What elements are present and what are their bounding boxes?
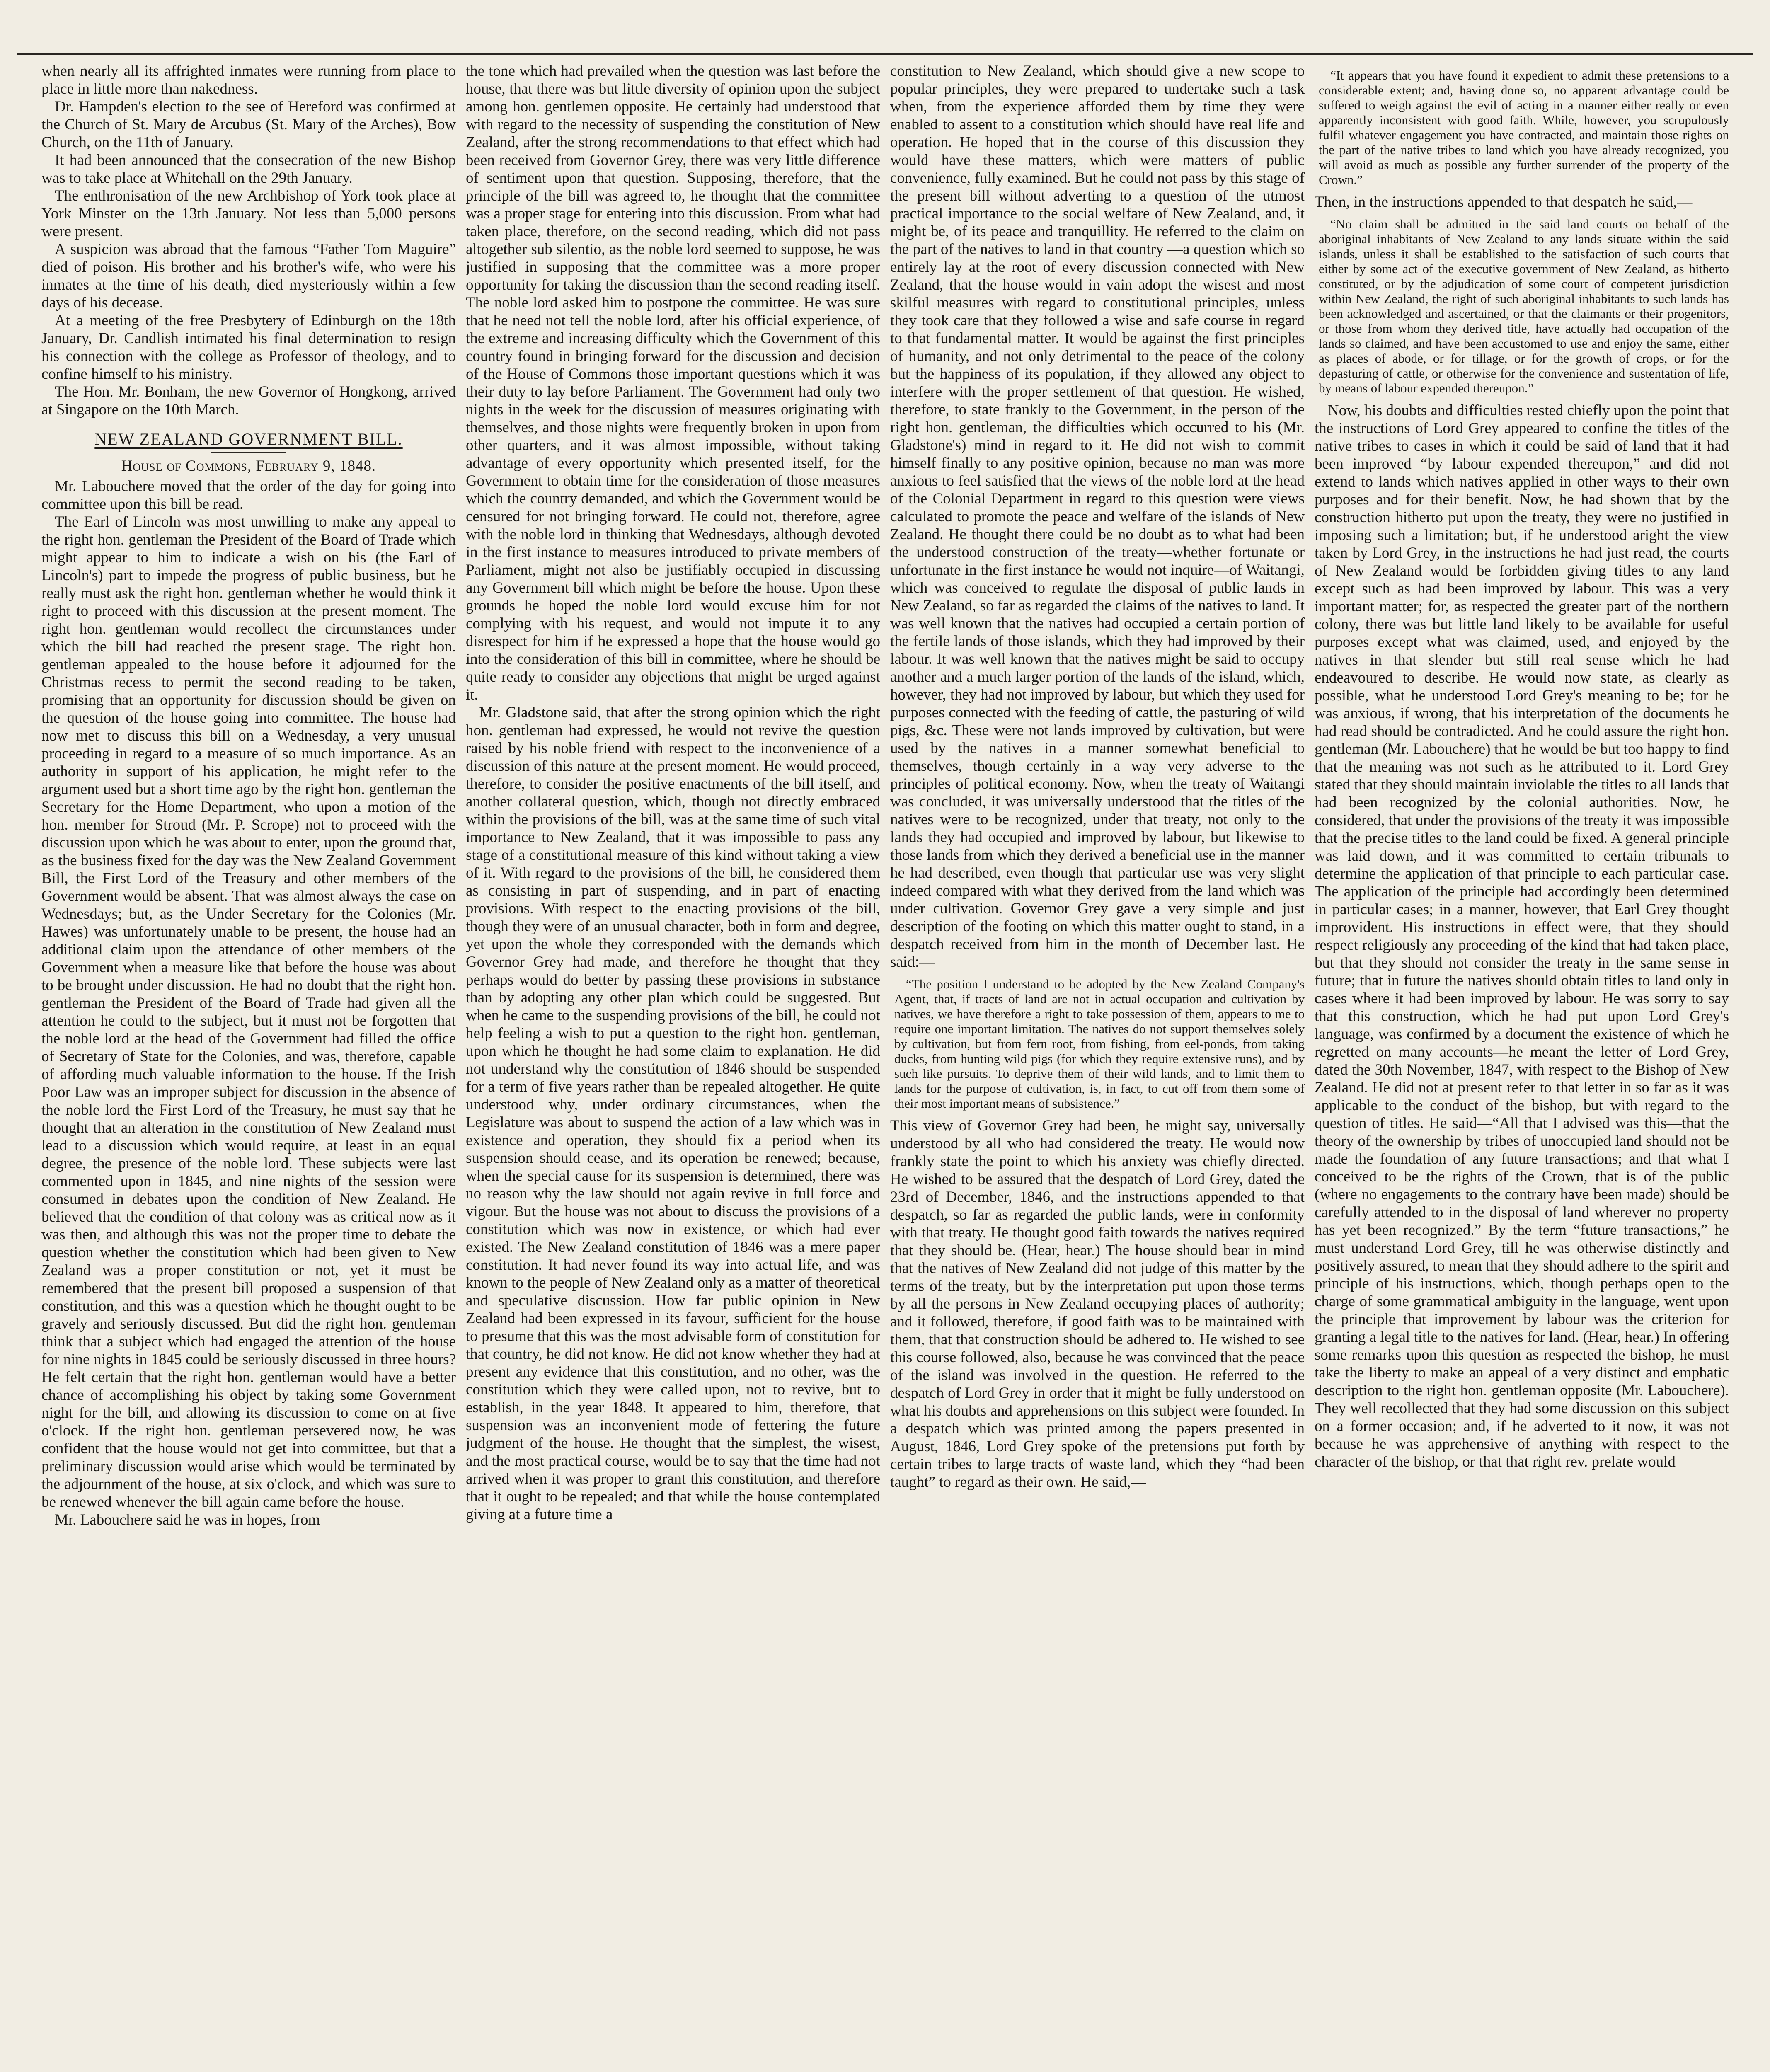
section-rule [211,452,286,453]
dateline: House of Commons, February 9, 1848. [121,457,376,474]
paragraph: Then, in the instructions appended to that despatch he said,— [1315,194,1693,211]
paragraph: The Earl of Lincoln was most unwilling to make any appeal to the right hon. gentleman the President of the Board of Trade which might appear to him to indicate a wish on his (the Earl of Lincoln's) part to impede the progress of public business, but he really must ask the right hon. gentleman whether he would think it right to proceed with this discussion at the present moment. The right hon. gentleman would recollect the circumstances under which the bill had reached the present stage. The right hon. gentleman appealed to the house before it adjourned for the Christmas recess to permit the second reading to be taken, promising that an opportunity for discussion should be given on the question of the house going into committee. The house had now met to discuss this bill on a Wednesday, a very unusual proceeding in regard to a measure of so much importance. As an authority in support of his application, he might refer to the argument used but a short time ago by the right hon. gentleman the Secretary for the Home Department, who upon a motion of the hon. member for Stroud (Mr. P. Scrope) not to proceed with the discussion upon which he was about to enter, upon the ground that, as the business fixed for the day was the New Zealand Government Bill, the First Lord of the Treasury and other members of the Government would be absent. That was almost always the case on Wednesdays; but, as the Under Secretary for the Colonies (Mr. Hawes) was unfortunately unable to be present, the house had an additional claim upon the attendance of other members of the Government when a measure like that before the house was about to be brought under discussion. He had no doubt that the right hon. gentleman the President of the Board of Trade had given all the attention he could to the subject, but it must not be forgotten that the noble lord at the head of the Government had filled the office of Secretary of State for the Colonies, and was, therefore, capable of affording much valuable information to the house. If the Irish Poor Law was an improper subject for discussion in the absence of the noble lord the First Lord of the Treasury, he must say that he thought that an alteration in the constitution of New Zealand must lead to a discussion which would require, at least in an equal degree, the presence of the noble lord. These subjects were last commented upon in 1845, and nine nights of the session were consumed in debates upon the condition of New Zealand. He believed that the condition of that colony was as critical now as it was then, and although this was not the proper time to debate the question whether the constitution which had been given to New Zealand was a proper constitution or not, yet it must be remembered that the present bill proposed a suspension of that constitution, and this was a question which he thought ought to be gravely and seriously discussed. But did the right hon. gentleman think that a subject which had engaged the attention of the house for nine nights in 1845 could be seriously discussed in three hours? He felt certain that the right hon. gentleman would have a better chance of accomplishing his object by taking some Government night for the bill, and allowing its discussion to come on at five o'clock. If the right hon. gentleman persevered now, he was confident that the house would not get into committee, but that a preliminary discussion would arise which would be terminated by the adjournment of the house, at six o'clock, and which was sure to be renewed whenever the bill again came before the house. [41,513,456,1510]
column-3 [890,62,1305,2072]
paragraph: Mr. Labouchere moved that the order of the day for going into committee upon this bill be read. [41,478,456,513]
paragraph: the tone which had prevailed when the question was last before the house, that there was but little diversity of opinion upon the subject among hon. gentlemen opposite. He certainly had understood that with regard to the necessity of suspending the constitution of New Zealand, after the strong recommendations to that effect which had been received from Governor Grey, there was very little difference of sentiment upon that question. Supposing, therefore, that the principle of the bill was agreed to, he thought that the committee was a proper stage for entering into this discussion. From what had taken place, therefore, on the second reading, which did not pass altogether sub silentio, as the noble lord seemed to suppose, he was justified in supposing that the committee was a more proper opportunity for taking the discussion than the second reading itself. The noble lord asked him to postpone the committee. He was sure that he need not tell the noble lord, after his official experience, of the extreme and increasing difficulty which the Government of this country found in bringing forward for the discussion and decision of the House of Commons those important questions which it was their duty to lay before Parliament. The Government had only two nights in the week for the discussion of measures originating with themselves, and those nights were frequently broken in upon from other quarters, and it was almost impossible, without taking advantage of every opportunity which presented itself, for the Government to obtain time for the consideration of those measures which the country demanded, and which the Government would be censured for not bringing forward. He could not, therefore, agree with the noble lord in thinking that Wednesdays, although devoted in the first instance to measures introduced to private members of Parliament, might not also be justifiably occupied in discussing any Government bill which might be before the house. Upon these grounds he hoped the noble lord would excuse him for not complying with his request, and would not impute it to any disrespect for him if he expressed a hope that the house would go into the consideration of this bill in committee, where he should be quite ready to consider any objections that might be urged against it. [466,63,880,703]
paragraph: constitution to New Zealand, which should give a new scope to popular principles, they were prepared to undertake such a task when, from the experience afforded them by time they were enabled to assent to a constitution which should have real life and operation. He hoped that in the course of this discussion they would have these matters, which were matters of public convenience, fully examined. But he could not pass by this stage of the present bill without adverting to a question of the utmost practical importance to the social welfare of New Zealand, and, it might be, of its peace and tranquillity. He referred to the claim on the part of the natives to land in that country —a question which so entirely lay at the root of every discussion connected with New Zealand, that the house would in vain adopt the wisest and most skilful measures with regard to constitutional principles, unless they took care that they followed a wise and safe course in regard to that fundamental matter. It would be against the first principles of humanity, and not only detrimental to the peace of the colony but the happiness of its population, if they allowed any object to interfere with the proper settlement of that question. He wished, therefore, to state frankly to the Government, in the person of the right hon. gentleman, the difficulties which occurred to his (Mr. Gladstone's) mind in regard to it. He did not wish to commit himself finally to any positive opinion, because no man was more anxious to feel satisfied that the views of the noble lord at the head of the Colonial Department in regard to this question were views calculated to promote the peace and welfare of the islands of New Zealand. He thought there could be no doubt as to what had been the understood construction of the treaty—whether fortunate or unfortunate in the first instance he would not inquire—of Waitangi, which was conceived to regulate the disposal of public lands in New Zealand, so far as regarded the claims of the natives to land. It was well known that the natives had occupied a certain portion of the fertile lands of those islands, which they had improved by their labour. It was well known that the natives might be said to occupy another and a much larger portion of the lands of the island, which, however, they had not improved by labour, but which they used for purposes connected with the feeding of cattle, the pasturing of wild pigs, &c. These were not lands improved by cultivation, but were used by the natives in a manner somewhat beneficial to themselves, though certainly in a way very adverse to the principles of political economy. Now, when the treaty of Waitangi was concluded, it was universally understood that the titles of the natives were to be recognized, under that treaty, not only to the lands they had occupied and improved by labour, but likewise to those lands from which they derived a beneficial use in the manner he had described, even though that particular use was very slight indeed compared with what they derived from the land which was under cultivation. Governor Grey gave a very simple and just description of the footing on which this matter ought to stand, in a despatch received from him in the month of December last. He said:— [890,63,1305,971]
paragraph: At a meeting of the free Presbytery of Edinburgh on the 18th January, Dr. Candlish intimated his final determination to resign his connection with the college as Professor of theology, and to confine himself to his ministry. [41,312,456,382]
quoted-passage: “No claim shall be admitted in the said land courts on behalf of the aboriginal inhabitants of New Zealand to any lands situate within the said islands, unless it shall be established to the satisfaction of such courts that either by some act of the executive government of New Zealand, as hitherto constituted, or by the adjudication of some court of competent jurisdiction within New Zealand, the right of such aboriginal inhabitants to such lands has been acknowledged and ascertained, or that the claimants or their progenitors, or those from whom they derived title, have actually had occupation of the lands so claimed, and have been accustomed to use and enjoy the same, either as places of abode, or for tillage, or for the growth of crops, or for the depasturing of cattle, or otherwise for the convenience and sustentation of life, by means of labour expended thereupon.” [1319,217,1729,395]
paragraph: The enthronisation of the new Archbishop of York took place at York Minster on the 13th January. Not less than 5,000 persons were present. [41,187,456,240]
quoted-passage: “It appears that you have found it expedient to admit these pretensions to a considerable extent; and, having done so, no apparent advantage could be suffered to weigh against the evil of acting in a manner either really or even apparently inconsistent with good faith. While, however, you scrupulously fulfil whatever engagement you have contracted, and maintain those rights on the part of the native tribes to land which you have already recognized, you will avoid as much as possible any further surrender of the property of the Crown.” [1319,68,1729,187]
column-1 [41,62,456,2072]
paragraph: Now, his doubts and difficulties rested chiefly upon the point that the instructions of Lord Grey appeared to confine the titles of the native tribes to cases in which it could be said of land that it had been improved “by labour expended thereupon,” and did not extend to lands which natives applied in other ways to their own purposes and for their benefit. Now, he had shown that by the construction hitherto put upon the treaty, they were no justified in imposing such a limitation; but, if he understood aright the view taken by Lord Grey, in the instructions he had just read, the courts of New Zealand would be forbidden giving titles to any land except such as had been improved by labour. This was a very important matter; for, as respected the greater part of the northern colony, there was but little land likely to be available for useful purposes except what was claimed, used, and enjoyed by the natives in that slender but still real sense which he had endeavoured to describe. He would now state, as clearly as possible, what he understood Lord Grey's meaning to be; for he was anxious, if wrong, that his interpretation of the documents he had read should be contradicted. And he could assure the right hon. gentleman (Mr. Labouchere) that he would be but too happy to find that the meaning was not such as he attributed to it. Lord Grey stated that they should maintain inviolable the titles to all lands that had been recognized by the colonial authorities. Now, he considered, that under the provisions of the treaty it was impossible that the precise titles to the land could be fixed. A general principle was laid down, and it was committed to certain tribunals to determine the application of that principle to each particular case. The application of the principle had accordingly been determined in particular cases; in a manner, however, that Earl Grey thought improvident. His instructions in effect were, that they should respect religiously any proceeding of the kind that had taken place, but that they should not consider the treaty in the same sense in future; that in future the natives should obtain titles to land only in cases where it had been improved by labour. He was sorry to say that this construction, which he had put upon Lord Grey's language, was confirmed by a document the existence of which he regretted on many accounts—he meant the letter of Lord Grey, dated the 30th November, 1847, with respect to the Bishop of New Zealand. He did not at present refer to that letter in so far as it was applicable to the conduct of the bishop, but with regard to the question of titles. He said—“All that I advised was this—that the theory of the ownership by tribes of unoccupied land should not be made the foundation of any future transactions; and that what I conceived to be the rights of the Crown, that is of the public (where no engagements to the contrary have been made) should be carefully attended to in the disposal of land wherever no property has yet been recognized.” By the term “future transactions,” he must understand Lord Grey, till he was otherwise distinctly and positively assured, to mean that they should adhere to the spirit and principle of his instructions, which, though perhaps open to the charge of some grammatical ambiguity in the language, went upon the principle that improvement by labour was the criterion for granting a legal title to the natives for land. (Hear, hear.) In offering some remarks upon this question as respected the bishop, he must take the liberty to make an appeal of a very distinct and emphatic description to the right hon. gentleman opposite (Mr. Labouchere). They well recollected that they had some discussion on this subject on a former occasion; and, if he adverted to it now, it was not because he was apprehensive of anything with respect to the character of the bishop, or that that right rev. prelate would [1315,402,1729,1470]
text-columns [41,62,1729,2072]
paragraph: A suspicion was abroad that the famous “Father Tom Maguire” died of poison. His brother and his brother's wife, who were his inmates at the time of his death, died mysteriously within a few days of his decease. [41,241,456,311]
paragraph: when nearly all its affrighted inmates were running from place to place in little more than nakedness. [41,63,456,97]
paragraph: The Hon. Mr. Bonham, the new Governor of Hongkong, arrived at Singapore on the 10th March. [41,383,456,418]
column-2 [466,62,880,2072]
masthead-rule [17,53,1753,55]
section-title: NEW ZEALAND GOVERNMENT BILL. [94,430,403,448]
paragraph: It had been announced that the consecration of the new Bishop was to take place at Whitehall on the 29th January. [41,152,456,186]
paragraph: This view of Governor Grey had been, he might say, universally understood by all who had considered the treaty. He would now frankly state the point to which his anxiety was chiefly directed. He wished to be assured that the despatch of Lord Grey, dated the 23rd of December, 1846, and the instructions appended to that despatch, so far as regarded the public lands, were in conformity with that treaty. He thought good faith towards the natives required that they should be. (Hear, hear.) The house should bear in mind that the natives of New Zealand did not judge of this matter by the terms of the treaty, but by the interpretation put upon those terms by all the persons in New Zealand occupying places of authority; and it followed, therefore, if good faith was to be maintained with them, that that construction should be adhered to. He wished to see this course followed, also, because he was convinced that the peace of the island was involved in the question. He referred to the despatch of Lord Grey in order that it might be fully understood on what his doubts and apprehensions on this subject were founded. In a despatch which was printed among the papers presented in August, 1846, Lord Grey spoke of the pretensions put forth by certain tribes to large tracts of waste land, which they “had been taught” to regard as their own. He said,— [890,1117,1305,1491]
paragraph: Mr. Labouchere said he was in hopes, from [55,1511,320,1528]
quoted-passage: “The position I understand to be adopted by the New Zealand Company's Agent, that, if tracts of land are not in actual occupation and cultivation by natives, we have therefore a right to take possession of them, appears to me to require one important limitation. The natives do not support themselves solely by cultivation, but from fern root, from fishing, from eel-ponds, from taking ducks, from hunting wild pigs (for which they require extensive runs), and by such like pursuits. To deprive them of their wild lands, and to limit them to lands for the purpose of cultivation, is, in fact, to cut off from them some of their most important means of subsistence.” [894,977,1305,1111]
column-4 [1315,62,1729,2072]
paragraph: Dr. Hampden's election to the see of Hereford was confirmed at the Church of St. Mary de Arcubus (St. Mary of the Arches), Bow Church, on the 11th of January. [41,98,456,151]
paragraph: Mr. Gladstone said, that after the strong opinion which the right hon. gentleman had expressed, he would not revive the question raised by his noble friend with respect to the inconvenience of a discussion of this nature at the present moment. He would proceed, therefore, to consider the positive enactments of the bill itself, and another collateral question, which, though not directly embraced within the provisions of the bill, was at the same time of such vital importance to New Zealand, that it was impossible to pass any stage of a constitutional measure of this kind without taking a view of it. With regard to the provisions of the bill, he considered them as consisting in part of suspending, and in part of enacting provisions. With respect to the enacting provisions of the bill, though they were of an unusual character, both in form and degree, yet upon the whole they corresponded with the demands which Governor Grey had made, and therefore he thought that they perhaps would do better by passing these provisions in substance than by adopting any other plan which could be suggested. But when he came to the suspending provisions of the bill, he could not help feeling a wish to put a question to the right hon. gentleman, upon which he thought he had some claim to explanation. He did not understand why the constitution of 1846 should be suspended for a term of five years rather than be repealed altogether. He quite understood why, under ordinary circumstances, when the Legislature was about to suspend the action of a law which was in existence and operation, they should fix a period when its suspension should cease, and its operation be renewed; because, when the special cause for its suspension is determined, there was no reason why the law should not again revive in full force and vigour. But the house was not about to discuss the provisions of a constitution which was now in existence, or which had ever existed. The New Zealand constitution of 1846 was a mere paper constitution. It had never found its way into actual life, and was known to the people of New Zealand only as a matter of theoretical and speculative discussion. How far public opinion in New Zealand had been expressed in its favour, sufficient for the house to presume that this was the most advisable form of constitution for that country, he did not know. He did not know whether they had at present any evidence that this constitution, and no other, was the constitution which they were called upon, not to revive, but to establish, in the year 1848. It appeared to him, therefore, that suspension was an inconvenient mode of fettering the future judgment of the house. He thought that the simplest, the wisest, and the most practical course, would be to say that the time had not arrived when it was proper to grant this constitution, and therefore that it ought to be repealed; and that while the house contemplated giving at a future time a [466,704,880,1523]
